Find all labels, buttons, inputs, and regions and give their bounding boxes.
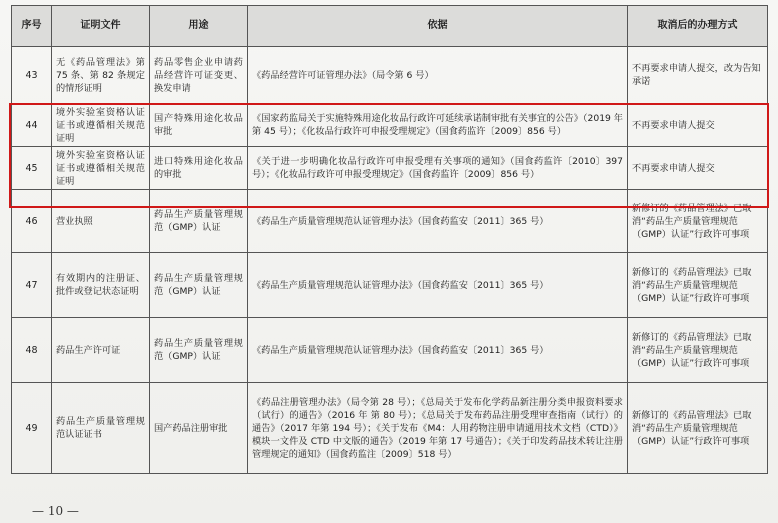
row-doc: 药品生产许可证 [52, 318, 150, 383]
header-basis: 依据 [248, 6, 628, 47]
row-basis: 《药品生产质量管理规范认证管理办法》（国食药监安〔2011〕365 号） [248, 253, 628, 318]
row-num: 46 [12, 190, 52, 253]
table-row [12, 383, 768, 474]
row-method: 新修订的《药品管理法》已取消“药品生产质量管理规范（GMP）认证”行政许可事项 [628, 383, 768, 474]
row-basis: 《药品生产质量管理规范认证管理办法》（国食药监安〔2011〕365 号） [248, 190, 628, 253]
header-doc: 证明文件 [52, 6, 150, 47]
header-num: 序号 [12, 6, 52, 47]
table-row [12, 104, 768, 147]
table-header-row [12, 6, 768, 47]
table-row [12, 253, 768, 318]
header-use: 用途 [150, 6, 248, 47]
row-method: 不再要求申请人提交，改为告知承诺 [628, 47, 768, 104]
row-method: 新修订的《药品管理法》已取消“药品生产质量管理规范（GMP）认证”行政许可事项 [628, 190, 768, 253]
table-row [12, 318, 768, 383]
row-num: 45 [12, 147, 52, 190]
row-num: 43 [12, 47, 52, 104]
row-use: 药品生产质量管理规范（GMP）认证 [150, 190, 248, 253]
page-number: — 10 — [32, 504, 79, 518]
row-doc: 境外实验室资格认证证书或遵循相关规范证明 [52, 104, 150, 147]
row-use: 药品零售企业申请药品经营许可证变更、换发申请 [150, 47, 248, 104]
table-row [12, 147, 768, 190]
row-doc: 营业执照 [52, 190, 150, 253]
header-method: 取消后的办理方式 [628, 6, 768, 47]
row-method: 不再要求申请人提交 [628, 104, 768, 147]
row-num: 47 [12, 253, 52, 318]
row-use: 进口特殊用途化妆品的审批 [150, 147, 248, 190]
row-use: 国产特殊用途化妆品审批 [150, 104, 248, 147]
row-doc: 无《药品管理法》第 75 条、第 82 条规定的情形证明 [52, 47, 150, 104]
row-basis: 《关于进一步明确化妆品行政许可申报受理有关事项的通知》（国食药监许〔2010〕397 号）；《化妆品行政许可申报受理规定》（国食药监许〔2009〕856 号） [248, 147, 628, 190]
row-num: 44 [12, 104, 52, 147]
row-method: 新修订的《药品管理法》已取消“药品生产质量管理规范（GMP）认证”行政许可事项 [628, 253, 768, 318]
row-method: 新修订的《药品管理法》已取消“药品生产质量管理规范（GMP）认证”行政许可事项 [628, 318, 768, 383]
row-basis: 《药品经营许可证管理办法》（局令第 6 号） [248, 47, 628, 104]
row-basis: 《药品生产质量管理规范认证管理办法》（国食药监安〔2011〕365 号） [248, 318, 628, 383]
table-row [12, 190, 768, 253]
row-num: 48 [12, 318, 52, 383]
row-num: 49 [12, 383, 52, 474]
row-use: 国产药品注册审批 [150, 383, 248, 474]
row-method: 不再要求申请人提交 [628, 147, 768, 190]
row-basis: 《药品注册管理办法》（局令第 28 号）；《总局关于发布化学药品新注册分类申报资料要求（试行）的通告》（2016 年 第 80 号）；《总局关于发布药品注册受理审查指南（试行）的通告》（2017 年第 194 号）；《关于发布《M4：人用药物注册申请通用技术文档（CTD）》模块一文件及 CTD 中文版的通告》（2019 年第 17 号通告）；《关于印发药品技术转让注册管理规定的通知》（国食药监注〔2009〕518 号） [248, 383, 628, 474]
row-doc: 境外实验室资格认证证书或遵循相关规范证明 [52, 147, 150, 190]
certificate-table [11, 5, 768, 474]
row-basis: 《国家药监局关于实施特殊用途化妆品行政许可延续承诺制审批有关事宜的公告》（2019 年 第 45 号）；《化妆品行政许可申报受理规定》（国食药监许〔2009〕856 号） [248, 104, 628, 147]
row-use: 药品生产质量管理规范（GMP）认证 [150, 318, 248, 383]
row-use: 药品生产质量管理规范（GMP）认证 [150, 253, 248, 318]
table-row [12, 47, 768, 104]
row-doc: 有效期内的注册证、批件或登记状态证明 [52, 253, 150, 318]
row-doc: 药品生产质量管理规范认证证书 [52, 383, 150, 474]
